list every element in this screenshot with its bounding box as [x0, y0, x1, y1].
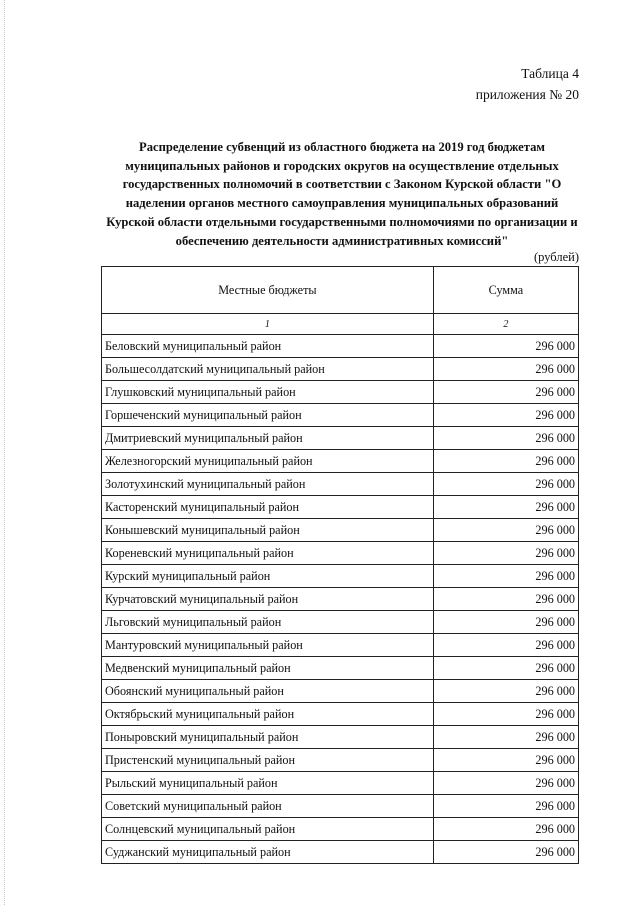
table-row [102, 588, 579, 611]
amount-cell: 296 000 [433, 680, 578, 703]
district-name-cell: Пристенский муниципальный район [102, 749, 434, 772]
table-row [102, 841, 579, 864]
amount-cell: 296 000 [433, 611, 578, 634]
amount-cell: 296 000 [433, 358, 578, 381]
district-name-cell: Медвенский муниципальный район [102, 657, 434, 680]
table-row [102, 657, 579, 680]
amount-cell: 296 000 [433, 335, 578, 358]
amount-cell: 296 000 [433, 772, 578, 795]
district-name-cell: Железногорский муниципальный район [102, 450, 434, 473]
amount-cell: 296 000 [433, 795, 578, 818]
district-name-cell: Курчатовский муниципальный район [102, 588, 434, 611]
district-name-cell: Курский муниципальный район [102, 565, 434, 588]
amount-cell: 296 000 [433, 496, 578, 519]
district-name-cell: Дмитриевский муниципальный район [102, 427, 434, 450]
district-name-cell: Суджанский муниципальный район [102, 841, 434, 864]
document-title: Распределение субвенций из областного бюджета на 2019 год бюджетам муниципальных районов и городских округов на осуществление отдельных государственных полномочий в соответствии с Законом Курской области "О наделении органов местного самоуправления муниципальных образований Курской области отдельными государственными полномочиями по организации и обеспечению деятельности административных комиссий" [106, 140, 578, 248]
amount-cell: 296 000 [433, 726, 578, 749]
table-row [102, 565, 579, 588]
table-row [102, 611, 579, 634]
table-row [102, 795, 579, 818]
amount-cell: 296 000 [433, 634, 578, 657]
amount-cell: 296 000 [433, 749, 578, 772]
amount-cell: 296 000 [433, 841, 578, 864]
district-name-cell: Кореневский муниципальный район [102, 542, 434, 565]
district-name-cell: Поныровский муниципальный район [102, 726, 434, 749]
table-row [102, 703, 579, 726]
table-row [102, 381, 579, 404]
district-name-cell: Октябрьский муниципальный район [102, 703, 434, 726]
amount-cell: 296 000 [433, 657, 578, 680]
column-number-2: 2 [433, 314, 578, 335]
budget-table [101, 266, 579, 864]
table-row [102, 335, 579, 358]
units-label: (рублей) [533, 250, 579, 264]
amount-cell: 296 000 [433, 519, 578, 542]
table-row [102, 496, 579, 519]
table-label: Таблица 4 [521, 66, 579, 81]
district-name-cell: Касторенский муниципальный район [102, 496, 434, 519]
amount-cell: 296 000 [433, 404, 578, 427]
amount-cell: 296 000 [433, 427, 578, 450]
table-row [102, 680, 579, 703]
amount-cell: 296 000 [433, 565, 578, 588]
district-name-cell: Горшеченский муниципальный район [102, 404, 434, 427]
table-row [102, 818, 579, 841]
district-name-cell: Обоянский муниципальный район [102, 680, 434, 703]
table-row [102, 772, 579, 795]
table-row [102, 634, 579, 657]
table-row [102, 358, 579, 381]
district-name-cell: Рыльский муниципальный район [102, 772, 434, 795]
district-name-cell: Конышевский муниципальный район [102, 519, 434, 542]
scan-edge-line [4, 0, 6, 905]
amount-cell: 296 000 [433, 542, 578, 565]
amount-cell: 296 000 [433, 473, 578, 496]
appendix-label: приложения № 20 [475, 87, 579, 102]
amount-cell: 296 000 [433, 450, 578, 473]
column-number-row [102, 314, 579, 335]
amount-cell: 296 000 [433, 381, 578, 404]
district-name-cell: Беловский муниципальный район [102, 335, 434, 358]
district-name-cell: Большесолдатский муниципальный район [102, 358, 434, 381]
district-name-cell: Советский муниципальный район [102, 795, 434, 818]
amount-cell: 296 000 [433, 588, 578, 611]
district-name-cell: Мантуровский муниципальный район [102, 634, 434, 657]
table-row [102, 473, 579, 496]
table-row [102, 749, 579, 772]
amount-cell: 296 000 [433, 703, 578, 726]
column-header-amount: Сумма [433, 267, 578, 314]
table-row [102, 404, 579, 427]
table-header-row [102, 267, 579, 314]
column-number-1: 1 [102, 314, 434, 335]
district-name-cell: Льговский муниципальный район [102, 611, 434, 634]
district-name-cell: Золотухинский муниципальный район [102, 473, 434, 496]
table-row [102, 542, 579, 565]
table-reference [476, 63, 579, 105]
table-row [102, 726, 579, 749]
table-row [102, 450, 579, 473]
amount-cell: 296 000 [433, 818, 578, 841]
column-header-budgets: Местные бюджеты [102, 267, 434, 314]
district-name-cell: Солнцевский муниципальный район [102, 818, 434, 841]
table-row [102, 427, 579, 450]
table-body [102, 335, 579, 864]
table-row [102, 519, 579, 542]
district-name-cell: Глушковский муниципальный район [102, 381, 434, 404]
